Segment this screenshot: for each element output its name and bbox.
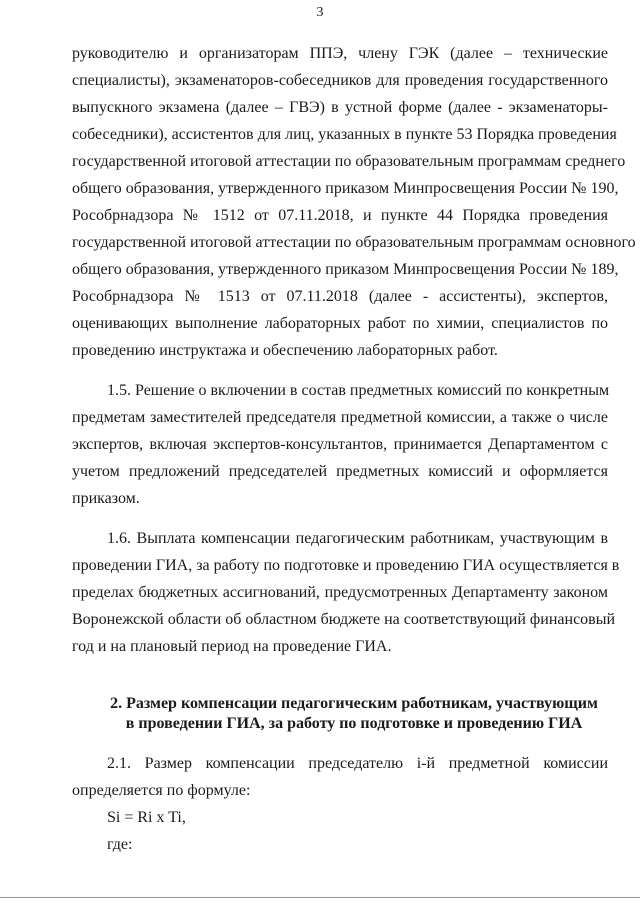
paragraph-1-5	[72, 377, 608, 512]
text-line: Рособрнадзора № 1512 от 07.11.2018, и пункте 44 Порядка проведения	[72, 207, 608, 224]
formula: Si = Ri x Ti,	[107, 809, 186, 826]
text-line: 2.1. Размер компенсации председателю i-й предметной комиссии	[107, 755, 608, 772]
text-line: Воронежской области об областном бюджете на соответствующий финансовый	[72, 611, 616, 628]
text-line: пределах бюджетных ассигнований, предусмотренных Департаменту законом	[72, 584, 608, 601]
document-body	[72, 40, 636, 858]
text-line: 1.5. Решение о включении в состав предметных комиссий по конкретным	[107, 382, 610, 399]
heading-line: 2. Размер компенсации педагогическим работникам, участвующим	[110, 695, 598, 712]
text-line: выпускного экзамена (далее – ГВЭ) в устной форме (далее - экзаменаторы-	[72, 99, 608, 116]
text-line: год и на плановый период на проведение ГИА.	[72, 638, 392, 655]
text-line: руководителю и организаторам ППЭ, члену ГЭК (далее – технические	[72, 45, 608, 62]
where-label: где:	[107, 836, 133, 853]
text-line: проведении ГИА, за работу по подготовке и проведению ГИА осуществляется в	[72, 557, 620, 574]
text-line: общего образования, утвержденного приказом Минпросвещения России № 189,	[72, 261, 619, 278]
text-line: специалисты), экзаменаторов-собеседников для проведения государственного	[72, 72, 608, 89]
heading-line: в проведении ГИА, за работу по подготовке и проведению ГИА	[125, 715, 583, 732]
text-line: учетом предложений председателей предметных комиссий и оформляется	[72, 463, 608, 480]
text-line: определяется по формуле:	[72, 782, 251, 799]
text-line: предметам заместителей председателя предметной комиссии, а также о числе	[72, 409, 608, 426]
text-line: экспертов, включая экспертов-консультантов, принимается Департаментом с	[72, 436, 608, 453]
text-line: проведению инструктажа и обеспечению лабораторных работ.	[72, 342, 498, 359]
page-bottom-edge	[0, 897, 640, 898]
paragraph-1-6	[72, 525, 620, 660]
intro-paragraph	[72, 40, 636, 364]
text-line: 1.6. Выплата компенсации педагогическим работникам, участвующим в	[107, 530, 608, 547]
text-line: общего образования, утвержденного приказом Минпросвещения России № 190,	[72, 180, 619, 197]
text-line: государственной итоговой аттестации по образовательным программам основного	[72, 234, 636, 251]
paragraph-2-1	[72, 750, 608, 858]
text-line: приказом.	[72, 490, 140, 507]
section-heading	[72, 694, 608, 734]
text-line: оценивающих выполнение лабораторных работ по химии, специалистов по	[72, 315, 608, 332]
text-line: собеседники), ассистентов для лиц, указанных в пункте 53 Порядка проведения	[72, 126, 617, 143]
text-line: государственной итоговой аттестации по образовательным программам среднего	[72, 153, 626, 170]
page-number: 3	[316, 5, 324, 20]
text-line: Рособрнадзора № 1513 от 07.11.2018 (далее - ассистенты), экспертов,	[72, 288, 608, 305]
